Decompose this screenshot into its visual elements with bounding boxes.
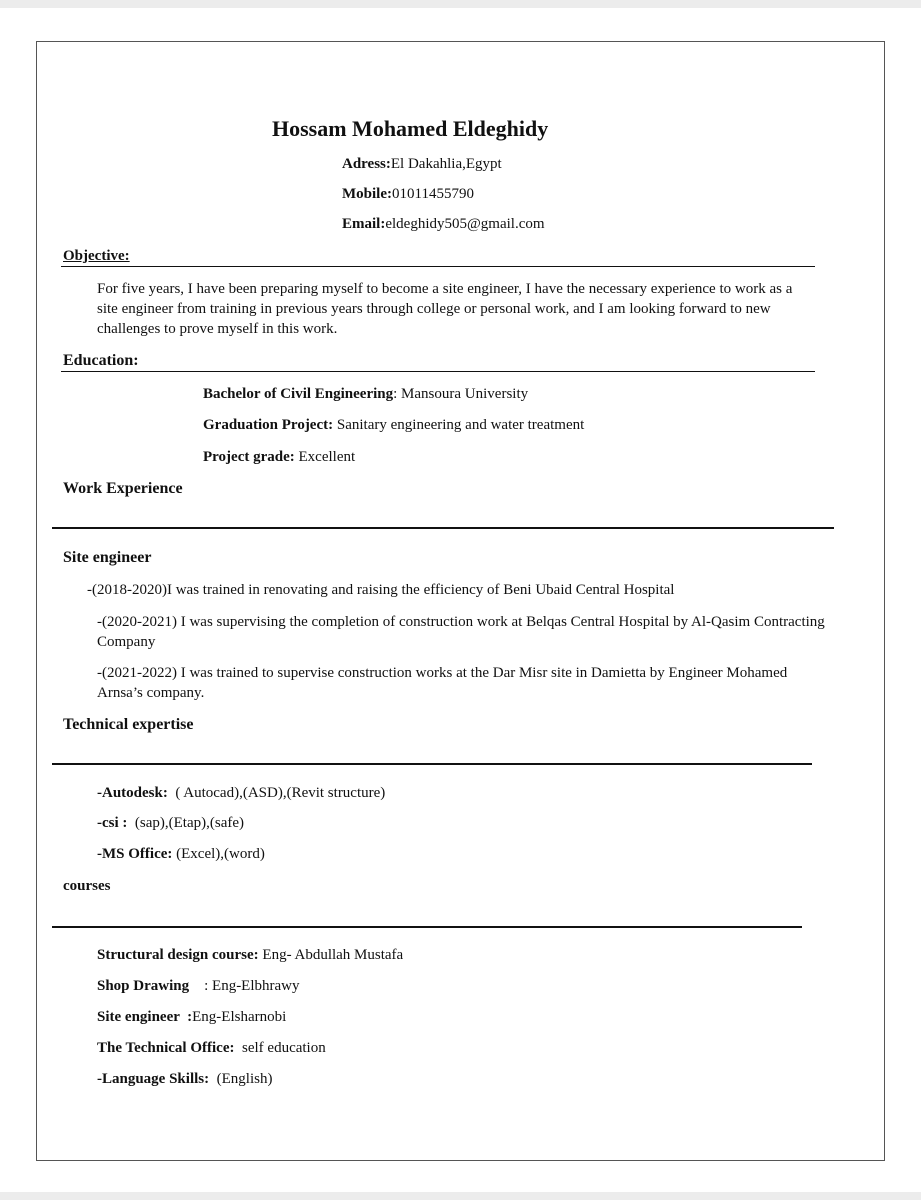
course-shop-drawing-value: : Eng-Elbhrawy bbox=[189, 978, 300, 994]
technical-csi-label: -csi : bbox=[97, 815, 128, 831]
objective-heading: Objective: bbox=[63, 248, 130, 264]
technical-ms-office-label: -MS Office: bbox=[97, 846, 173, 862]
site-engineer-subheading: Site engineer bbox=[63, 549, 152, 566]
course-item-shop-drawing bbox=[97, 978, 300, 995]
technical-expertise-rule bbox=[52, 763, 812, 765]
course-site-engineer-label: Site engineer : bbox=[97, 1009, 193, 1025]
email-line bbox=[342, 216, 545, 233]
mobile-line bbox=[342, 186, 474, 203]
course-item-technical-office bbox=[97, 1040, 326, 1057]
course-technical-office-value: self education bbox=[234, 1040, 326, 1056]
technical-autodesk-value: ( Autocad),(ASD),(Revit structure) bbox=[167, 785, 386, 801]
address-line bbox=[342, 156, 502, 173]
objective-text: For five years, I have been preparing myself to become a site engineer, I have the necessary experience to work as a site engineer from training in previous years through college or personal work, and I am looking forward to new challenges to prove myself in this work. bbox=[97, 281, 793, 337]
course-item-language-skills bbox=[97, 1071, 272, 1088]
applicant-name: Hossam Mohamed Eldeghidy bbox=[272, 116, 549, 141]
education-grade-label: Project grade: bbox=[203, 449, 295, 465]
course-structural-label: Structural design course: bbox=[97, 947, 259, 963]
course-language-skills-value: (English) bbox=[209, 1071, 273, 1087]
education-item-grade bbox=[203, 449, 355, 466]
education-heading: Education: bbox=[63, 352, 139, 369]
course-structural-value: Eng- Abdullah Mustafa bbox=[258, 947, 404, 963]
technical-item-autodesk bbox=[97, 785, 385, 802]
address-label: Adress: bbox=[342, 156, 391, 172]
technical-expertise-heading: Technical expertise bbox=[63, 716, 194, 733]
technical-item-ms-office bbox=[97, 846, 265, 863]
objective-rule bbox=[61, 266, 815, 267]
technical-item-csi bbox=[97, 815, 244, 832]
education-item-degree bbox=[203, 386, 528, 403]
education-project-value: Sanitary engineering and water treatment bbox=[333, 417, 585, 433]
education-rule bbox=[61, 371, 815, 372]
work-item-3 bbox=[87, 663, 797, 703]
mobile-value: 01011455790 bbox=[392, 186, 474, 202]
technical-csi-value: (sap),(Etap),(safe) bbox=[127, 815, 245, 831]
work-item-2 bbox=[87, 612, 827, 652]
technical-autodesk-label: -Autodesk: bbox=[97, 785, 168, 801]
education-item-project bbox=[203, 417, 584, 434]
work-item-2-text: -(2020-2021) I was supervising the completion of construction work at Belqas Central Hospital by Al-Qasim Contracting Company bbox=[97, 614, 825, 650]
courses-rule bbox=[52, 926, 802, 928]
course-technical-office-label: The Technical Office: bbox=[97, 1040, 235, 1056]
course-item-structural bbox=[97, 947, 403, 964]
education-degree-label: Bachelor of Civil Engineering bbox=[203, 386, 394, 402]
address-value: El Dakahlia,Egypt bbox=[390, 156, 502, 172]
course-shop-drawing-label: Shop Drawing bbox=[97, 978, 190, 994]
work-item-3-text: -(2021-2022) I was trained to supervise construction works at the Dar Misr site in Damietta by Engineer Mohamed Arnsa’s company. bbox=[97, 665, 788, 701]
courses-heading: courses bbox=[63, 878, 111, 894]
work-experience-heading: Work Experience bbox=[63, 480, 183, 497]
email-label: Email: bbox=[342, 216, 386, 232]
mobile-label: Mobile: bbox=[342, 186, 392, 202]
technical-ms-office-value: (Excel),(word) bbox=[172, 846, 265, 862]
education-degree-value: : Mansoura University bbox=[393, 386, 529, 402]
education-grade-value: Excellent bbox=[294, 449, 356, 465]
course-site-engineer-value: Eng-Elsharnobi bbox=[192, 1009, 287, 1025]
education-project-label: Graduation Project: bbox=[203, 417, 334, 433]
email-value: eldeghidy505@gmail.com bbox=[385, 216, 545, 232]
course-item-site-engineer bbox=[97, 1009, 286, 1026]
work-experience-rule bbox=[52, 527, 834, 529]
work-item-1: -(2018-2020)I was trained in renovating and raising the efficiency of Beni Ubaid Central Hospital bbox=[87, 582, 675, 598]
course-language-skills-label: -Language Skills: bbox=[97, 1071, 210, 1087]
